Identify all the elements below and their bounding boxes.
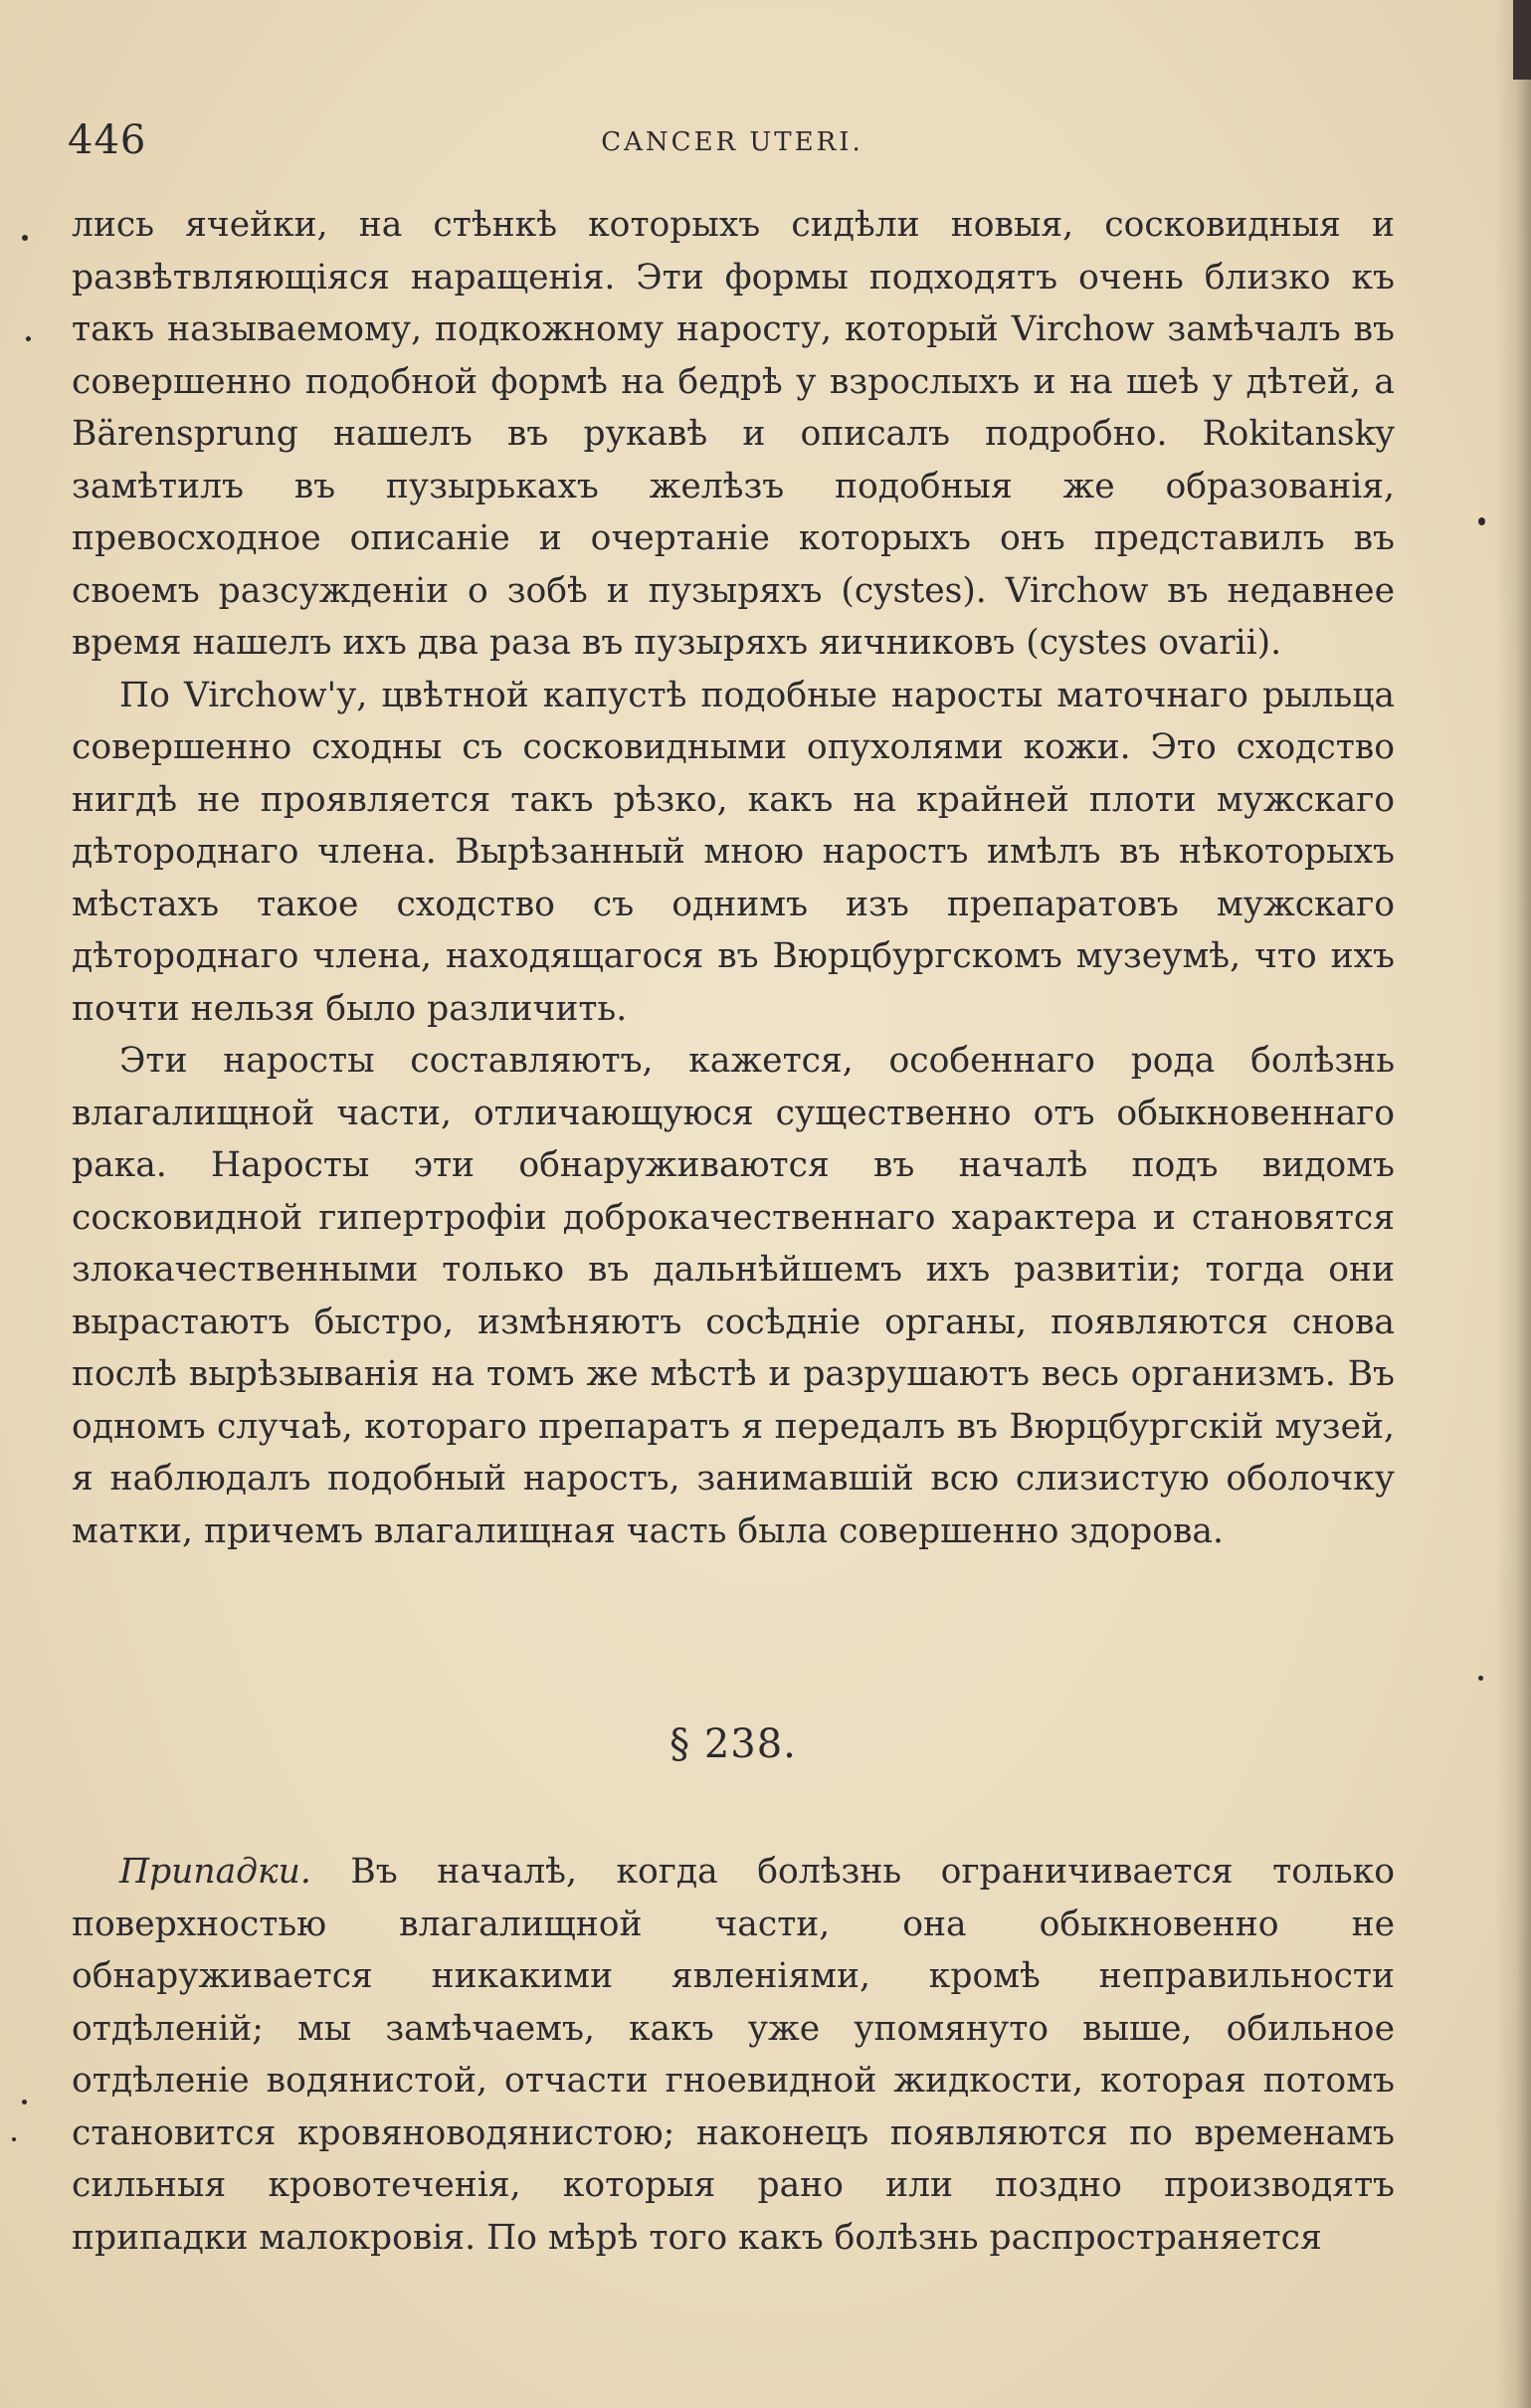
margin-speck bbox=[26, 336, 31, 341]
margin-speck bbox=[1478, 517, 1485, 525]
paragraph-symptoms-text: Въ началѣ, когда болѣзнь ограничивается только поверхностью влагалищной части, она обыкновенно не обнаруживается никакими явленіями, кромѣ неправильности отдѣленій; мы замѣчаемъ, какъ уже упомянуто выше, обильное отдѣленіе водянистой, отчасти гноевидной жидкости, которая потомъ становится кровяноводянистою; наконецъ появляются по временамъ сильныя кровотеченія, которыя рано или поздно производятъ припадки малокровія. По мѣрѣ того какъ болѣзнь распространяется bbox=[72, 1852, 1396, 2258]
running-head: CANCER UTERI. bbox=[601, 127, 863, 157]
main-text bbox=[72, 199, 1395, 1557]
margin-speck bbox=[12, 2137, 16, 2141]
page-edge-shadow bbox=[1495, 0, 1531, 2408]
paragraph-growths: Эти наросты составляютъ, кажется, особеннаго рода болѣзнь влагалищной части, отличающуюся существенно отъ обыкновеннаго рака. Наросты эти обнаруживаются въ началѣ подъ видомъ сосковидной гипертрофіи доброкачественнаго характера и становятся злокачественными только въ дальнѣйшемъ ихъ развитіи; тогда они вырастаютъ быстро, измѣняютъ сосѣдніе органы, появляются снова послѣ вырѣзыванія на томъ же мѣстѣ и разрушаютъ весь организмъ. Въ одномъ случаѣ, котораго препаратъ я передалъ въ Вюрцбургскій музей, я наблюдалъ подобный наростъ, занимавшій всю слизистую оболочку матки, причемъ влагалищная часть была совершенно здорова. bbox=[72, 1041, 1395, 1551]
section-heading: § 238. bbox=[670, 1721, 797, 1767]
scan-corner bbox=[1513, 0, 1531, 80]
run-in-heading: Припадки. bbox=[119, 1852, 311, 1892]
margin-speck bbox=[22, 2100, 27, 2105]
paragraph-continued: лись ячейки, на стѣнкѣ которыхъ сидѣли новыя, сосковидныя и развѣтвляющіяся наращенія. Эти формы подходятъ очень близко къ такъ называемому, подкожному наросту, который Virchow замѣчалъ въ совершенно подобной формѣ на бедрѣ у взрослыхъ и на шеѣ у дѣтей, а Bärensprung нашелъ въ рукавѣ и описалъ подробно. Rokitansky замѣтилъ въ пузырькахъ желѣзъ подобныя же образованія, превосходное описаніе и очертаніе которыхъ онъ представилъ въ своемъ разсужденіи о зобѣ и пузыряхъ (cystes). Virchow въ недавнее время нашелъ ихъ два раза въ пузыряхъ яичниковъ (cystes ovarii). bbox=[72, 205, 1395, 663]
paragraph-symptoms bbox=[72, 1846, 1395, 2264]
page-number: 446 bbox=[68, 117, 147, 163]
paragraph-virchow: По Virchow'у, цвѣтной капустѣ подобные наросты маточнаго рыльца совершенно сходны съ сосковидными опухолями кожи. Это сходство нигдѣ не проявляется такъ рѣзко, какъ на крайней плоти мужскаго дѣтороднаго члена. Вырѣзанный мною наростъ имѣлъ въ нѣкоторыхъ мѣстахъ такое сходство съ однимъ изъ препаратовъ мужскаго дѣтороднаго члена, находящагося въ Вюрцбургскомъ музеумѣ, что ихъ почти нельзя было различить. bbox=[72, 675, 1395, 1029]
page-header bbox=[68, 117, 1397, 167]
margin-speck bbox=[22, 235, 28, 241]
margin-speck bbox=[1478, 1676, 1483, 1681]
section-text bbox=[72, 1846, 1395, 2264]
